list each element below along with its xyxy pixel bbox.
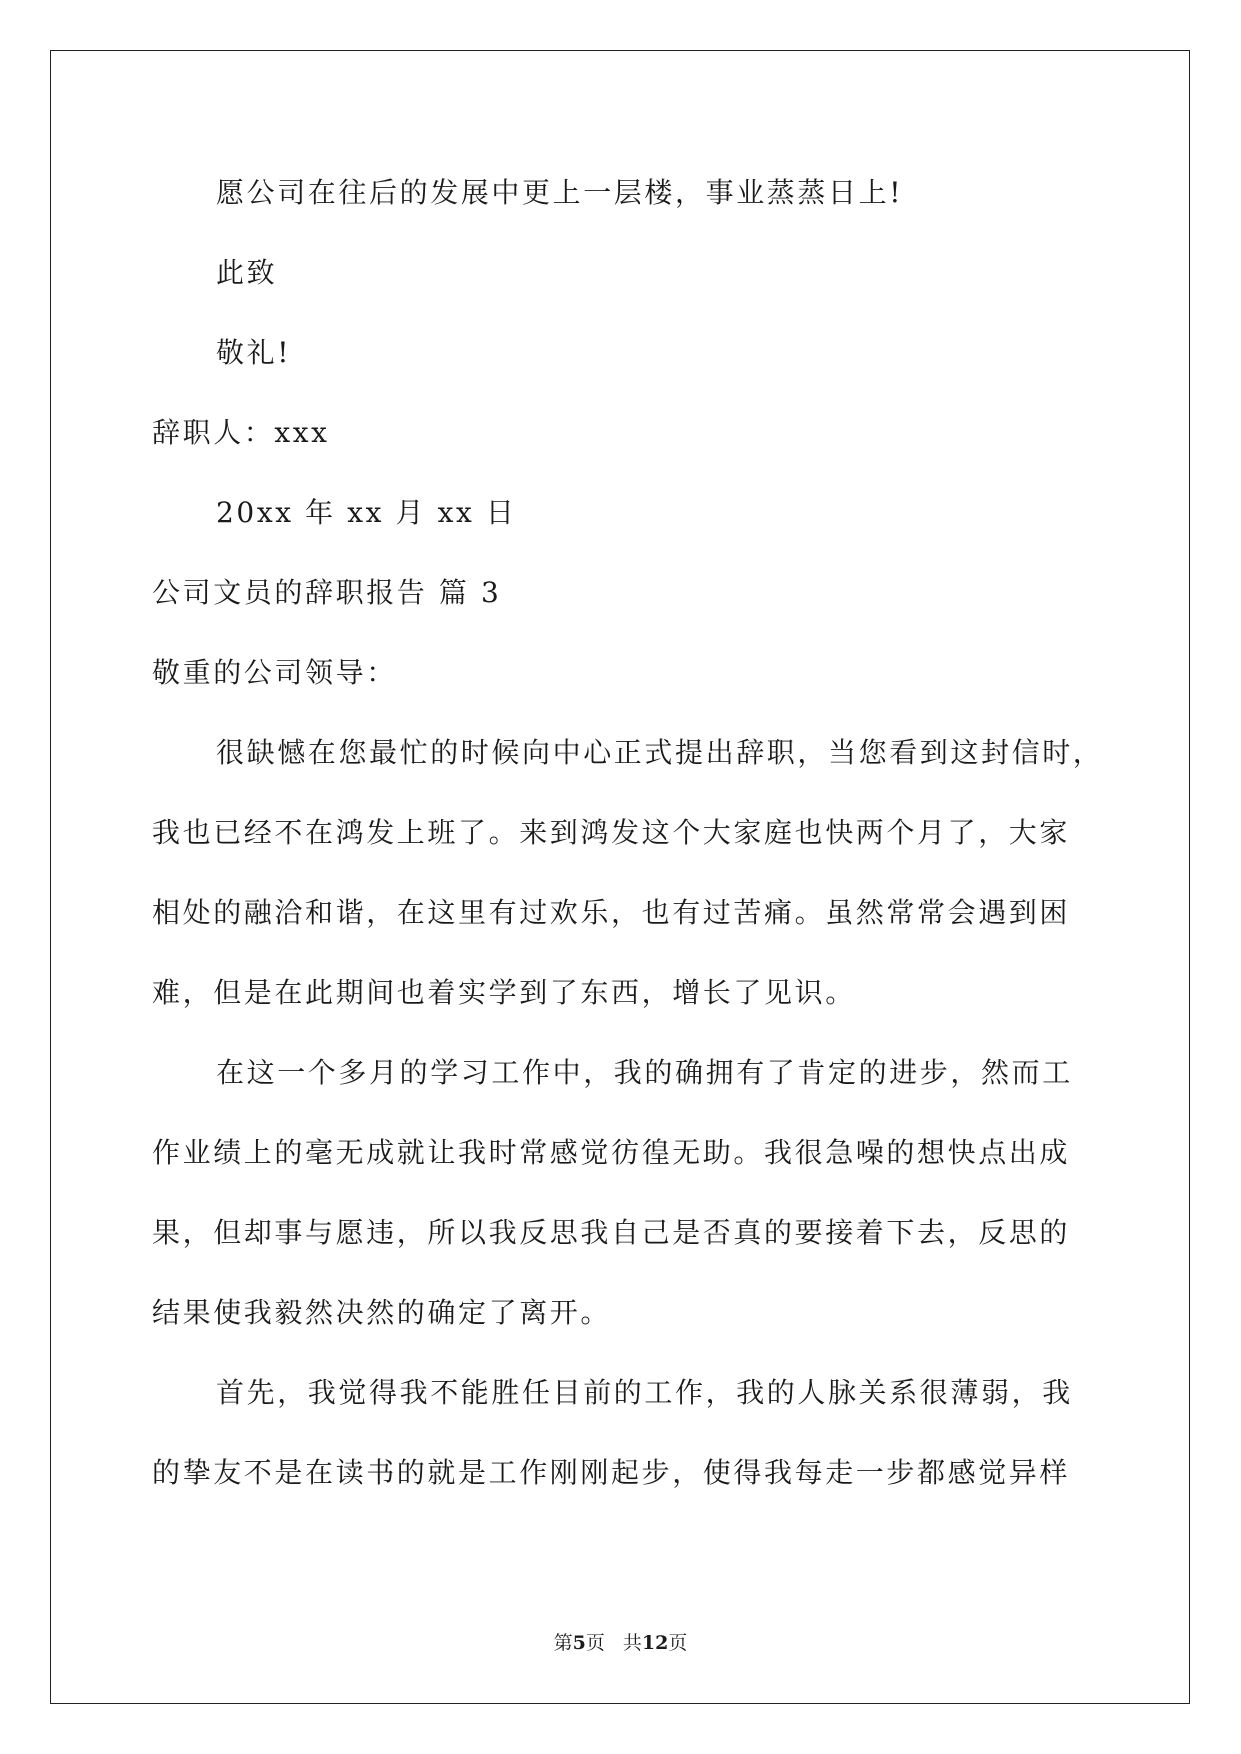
paragraph-line: 首先，我觉得我不能胜任目前的工作，我的人脉关系很薄弱，我 [216,1376,1073,1409]
footer-page-number: 5 [572,1632,586,1654]
paragraph-line: 很缺憾在您最忙的时候向中心正式提出辞职，当您看到这封信时， [216,736,1104,769]
salutation-cizhi: 此致 [216,256,278,289]
paragraph-line: 果，但却事与愿违，所以我反思我自己是否真的要接着下去，反思的 [152,1216,1071,1249]
paragraph-line: 在这一个多月的学习工作中，我的确拥有了肯定的进步，然而工 [216,1056,1073,1089]
footer-total-prefix: 共 [622,1632,642,1654]
footer-page-suffix: 页 [585,1632,605,1654]
paragraph-line: 作业绩上的毫无成就让我时常感觉彷徨无助。我很急噪的想快点出成 [152,1136,1071,1169]
paragraph-line: 难，但是在此期间也着实学到了东西，增长了见识。 [152,976,856,1009]
section-heading: 公司文员的辞职报告 篇 3 [152,576,502,609]
paragraph-line: 相处的融洽和谐，在这里有过欢乐，也有过苦痛。虽然常常会遇到困 [152,896,1071,929]
paragraph-line: 结果使我毅然决然的确定了离开。 [152,1296,612,1329]
resigner-signature: 辞职人：xxx [152,416,330,449]
letter-greeting: 敬重的公司领导： [152,656,397,689]
footer-total-suffix: 页 [668,1632,688,1654]
paragraph-line: 我也已经不在鸿发上班了。来到鸿发这个大家庭也快两个月了，大家 [152,816,1071,849]
footer-total-pages: 12 [641,1632,669,1654]
footer-page-prefix: 第 [553,1632,573,1654]
letter-date: 20xx 年 xx 月 xx 日 [216,496,517,529]
closing-wish: 愿公司在往后的发展中更上一层楼，事业蒸蒸日上! [216,176,904,209]
paragraph-line: 的挚友不是在读书的就是工作刚刚起步，使得我每走一步都感觉异样 [152,1456,1071,1489]
salutation-jingli: 敬礼! [216,336,292,369]
page-footer [0,1630,1241,1656]
